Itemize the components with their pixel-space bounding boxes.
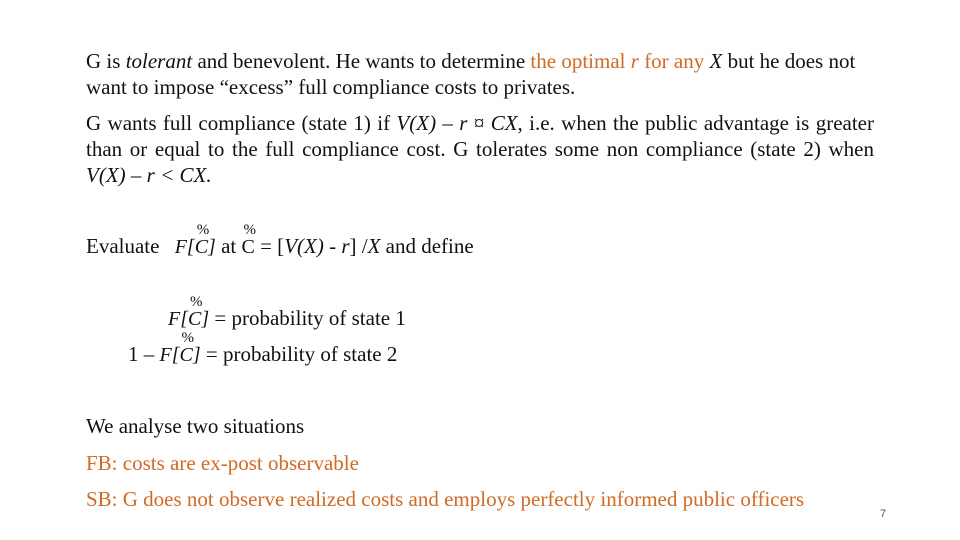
text: We analyse two situations bbox=[86, 414, 305, 438]
formula-text: V(X) – r < CX. bbox=[86, 163, 212, 187]
text: G is bbox=[86, 49, 126, 73]
paragraph-intro bbox=[86, 48, 874, 100]
definition-state-1 bbox=[168, 294, 406, 331]
highlight-text: the optimal bbox=[530, 49, 631, 73]
tilde-mark: % bbox=[243, 222, 256, 238]
formula-text: V(X) - r bbox=[284, 234, 350, 258]
variable: X bbox=[367, 234, 381, 258]
evaluate-line bbox=[86, 222, 474, 259]
variable: X bbox=[709, 49, 723, 73]
highlight-text: for any bbox=[638, 49, 710, 73]
c-symbol bbox=[241, 222, 256, 259]
text: at bbox=[221, 234, 237, 258]
highlight-variable: r bbox=[630, 49, 639, 73]
text: = [ bbox=[254, 234, 285, 258]
text: , i.e. when the public advantage is greater than or equal to the full compliance cost. G tolerates some non compliance (state 2) when bbox=[86, 111, 874, 161]
formula-text: CX bbox=[490, 111, 518, 135]
situations-intro bbox=[86, 413, 874, 439]
tilde-mark: % bbox=[196, 222, 210, 238]
distribution-formula bbox=[168, 294, 210, 331]
distribution-formula bbox=[159, 330, 201, 367]
text: ] / bbox=[349, 234, 368, 258]
text-italic: tolerant bbox=[125, 49, 193, 73]
tilde-mark: % bbox=[190, 294, 203, 310]
text: and define bbox=[380, 234, 474, 258]
evaluate-label: Evaluate bbox=[86, 234, 160, 258]
text: but he does not want to impose “excess” full compliance costs to privates. bbox=[86, 49, 856, 99]
formula-text: F[C] bbox=[159, 344, 201, 366]
tilde-mark: % bbox=[181, 330, 194, 346]
text: G wants full compliance (state 1) if bbox=[86, 111, 397, 135]
formula-text: F[C] bbox=[168, 308, 210, 330]
formula-text: F[C] bbox=[174, 236, 216, 258]
formula-text: V(X) – r bbox=[396, 111, 468, 135]
page-number: 7 bbox=[880, 508, 887, 520]
definition-state-2 bbox=[128, 330, 398, 367]
text: = probability of state 1 bbox=[214, 306, 406, 330]
text: SB: G does not observe realized costs and employs perfectly informed public officers bbox=[86, 487, 805, 511]
text: FB: costs are ex-post observable bbox=[86, 451, 359, 475]
text: = probability of state 2 bbox=[205, 342, 398, 366]
paragraph-compliance bbox=[86, 110, 874, 188]
situation-sb bbox=[86, 486, 874, 512]
text: 1 – bbox=[128, 342, 155, 366]
distribution-formula bbox=[174, 222, 216, 259]
symbol: ¤ bbox=[467, 111, 491, 135]
formula-text: C bbox=[241, 236, 255, 258]
situation-fb bbox=[86, 450, 874, 476]
text: and benevolent. He wants to determine bbox=[192, 49, 531, 73]
